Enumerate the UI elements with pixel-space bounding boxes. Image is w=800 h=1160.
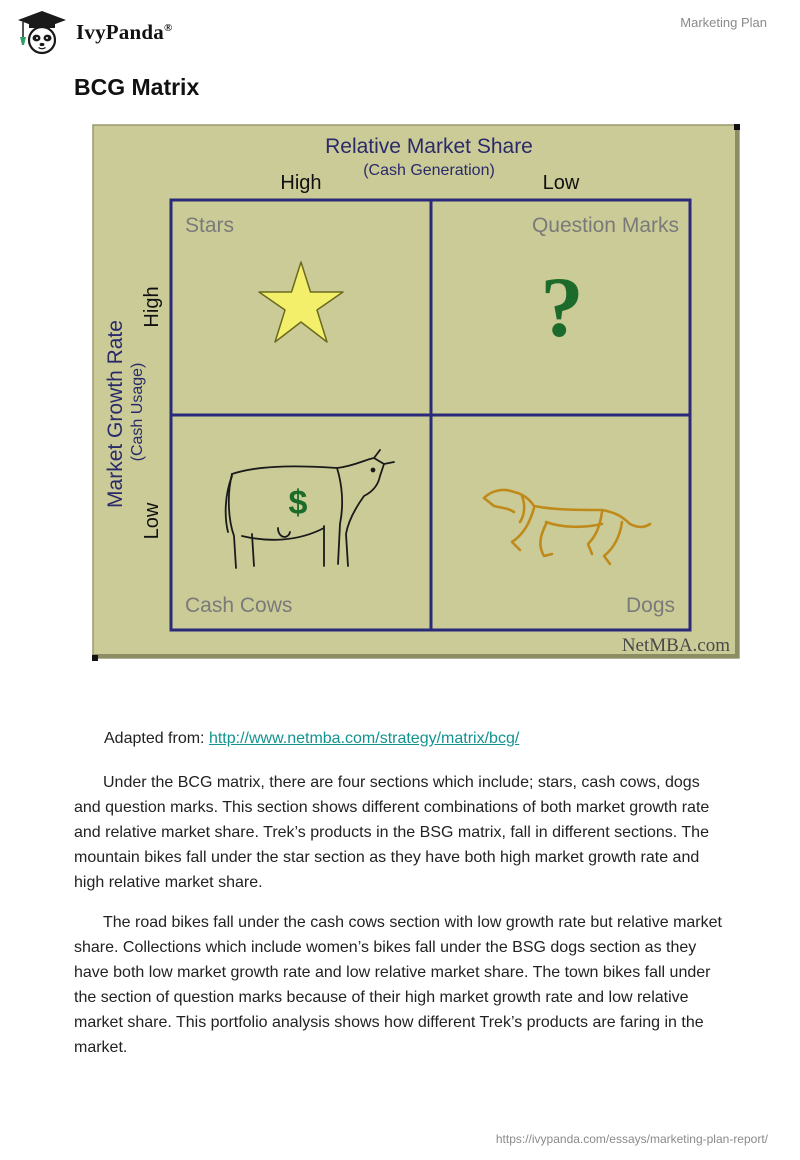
page-title: BCG Matrix — [74, 74, 200, 100]
bcg-matrix-image — [92, 124, 742, 661]
paragraph-2-block — [74, 910, 724, 1060]
quadrant-cash-cows-label: Cash Cows — [185, 594, 293, 617]
figure-background — [93, 125, 739, 658]
netmba-watermark: NetMBA.com — [621, 635, 730, 656]
quadrant-dogs-label: Dogs — [625, 594, 675, 617]
brand-name: IvyPanda® — [76, 19, 173, 44]
ivypanda-logo[interactable] — [14, 9, 172, 55]
axis-top-low: Low — [542, 172, 580, 194]
paragraph: Under the BCG matrix, there are four sections which include; stars, cash cows, dogs and question marks. This section shows different combinations of both market growth rate and relative market share. Trek’s products in the BSG matrix, fall in different sections. The mountain bikes fall under the star section as they have both high market growth rate and high relative market share. — [74, 774, 710, 891]
source-link[interactable]: http://www.netmba.com/strategy/matrix/bcg/ — [208, 730, 520, 747]
quadrant-stars-label: Stars — [185, 214, 235, 237]
axis-side-high: High — [141, 286, 163, 328]
document-category: Marketing Plan — [680, 15, 767, 30]
footer-url: https://ivypanda.com/essays/marketing-plan-report/ — [495, 1132, 768, 1146]
question-mark-icon: ? — [540, 259, 584, 355]
axis-side-subtitle: (Cash Usage) — [129, 362, 146, 462]
axis-top-subtitle: (Cash Generation) — [363, 162, 495, 179]
paragraph: The road bikes fall under the cash cows section with low growth rate but relative market share. Collections which include women’s bikes fall under the BSG dogs section as they have both low market growth rate and low relative market share. The town bikes fall under the section of question marks because of their high market growth rate and low relative market share. This portfolio analysis shows how different Trek’s products are faring in the market. — [74, 914, 722, 1056]
dollar-sign-icon: $ — [288, 484, 308, 522]
panda-graduate-icon — [14, 9, 70, 55]
axis-top-high: High — [280, 172, 322, 194]
paragraph-1-block — [74, 770, 724, 895]
axis-top-title: Relative Market Share — [325, 135, 533, 158]
axis-side-low: Low — [141, 502, 163, 540]
caption-prefix: Adapted from: — [104, 730, 209, 747]
figure-caption — [104, 730, 519, 748]
axis-side-title: Market Growth Rate — [104, 320, 127, 508]
bcg-matrix-figure — [92, 124, 742, 661]
page-header — [0, 0, 800, 70]
quadrant-question-marks-label: Question Marks — [531, 214, 679, 237]
